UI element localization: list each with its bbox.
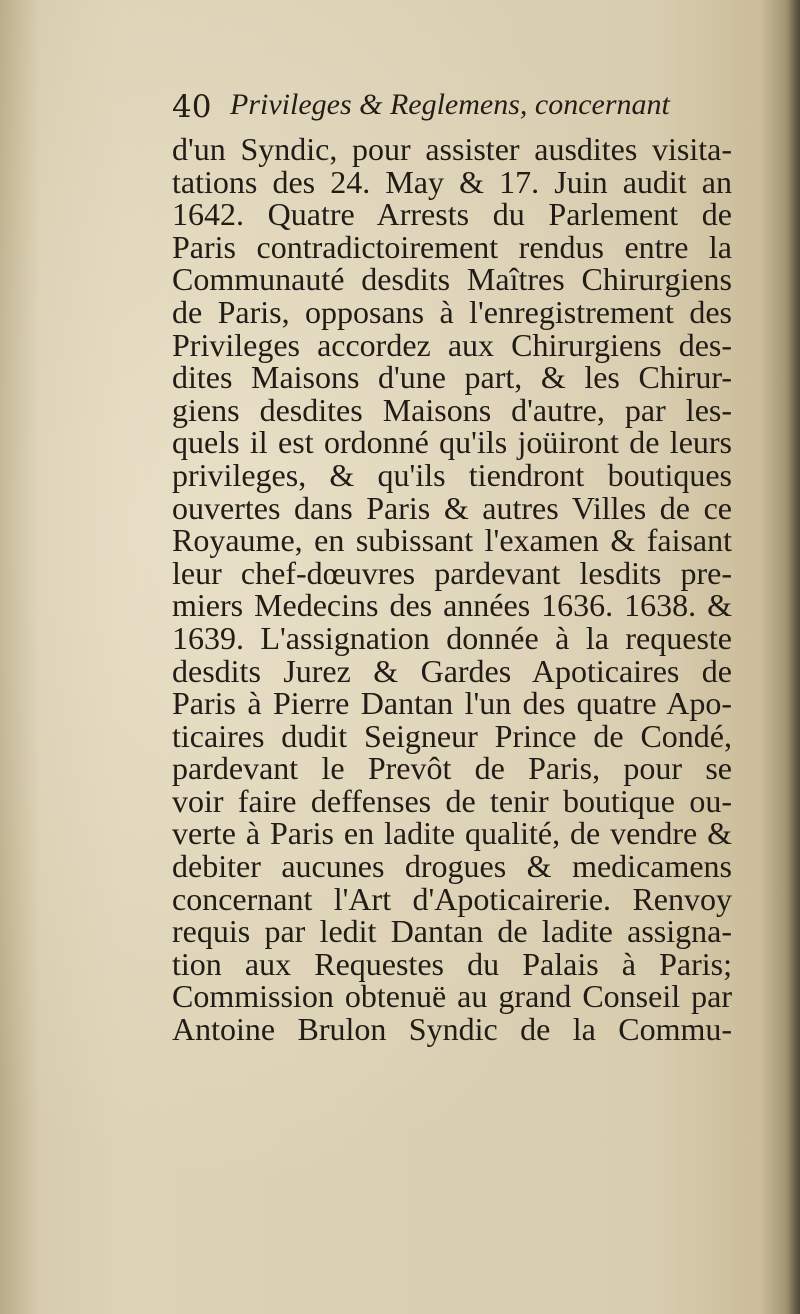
text-line: Royaume, en subissant l'examen & faisant [172,522,732,559]
text-line: quels il est ordonné qu'ils joüiront de leurs [172,424,732,461]
text-line: Antoine Brulon Syndic de la Commu- [172,1011,732,1048]
text-line: concernant l'Art d'Apoticairerie. Renvoy [172,880,732,917]
page-number: 40 [172,89,212,125]
text-line: verte à Paris en ladite qualité, de vendre & [172,815,732,852]
text-line: dites Maisons d'une part, & les Chirur- [172,359,732,396]
text-line: miers Medecins des années 1636. 1638. & [172,587,732,624]
text-line: tations des 24. May & 17. Juin audit an [172,163,732,200]
body-text [172,133,732,1046]
text-line: desdits Jurez & Gardes Apoticaires de [172,652,732,689]
text-line: Communauté desdits Maîtres Chirurgiens [172,261,732,298]
text-line: voir faire deffenses de tenir boutique ou- [172,782,732,819]
text-line: tion aux Requestes du Palais à Paris; [172,945,732,982]
text-line: Paris à Pierre Dantan l'un des quatre Apo- [172,685,732,722]
text-line: 1639. L'assignation donnée à la requeste [172,619,732,656]
text-line: ticaires dudit Seigneur Prince de Condé, [172,717,732,754]
text-line: ouvertes dans Paris & autres Villes de ce [172,489,732,526]
running-title: Privileges & Reglemens, concernant [230,88,670,121]
text-line: Privileges accordez aux Chirurgiens des- [172,326,732,363]
page-edge-shadow [786,0,800,1314]
page-header [172,88,712,132]
text-line: privileges, & qu'ils tiendront boutiques [172,456,732,493]
text-line: de Paris, opposans à l'enregistrement des [172,293,732,330]
text-line: pardevant le Prevôt de Paris, pour se [172,750,732,787]
text-line: leur chef-dœuvres pardevant lesdits pre- [172,554,732,591]
text-line: d'un Syndic, pour assister ausdites visita- [172,131,732,167]
text-line: 1642. Quatre Arrests du Parlement de [172,196,732,233]
text-line: giens desdites Maisons d'autre, par les- [172,391,732,428]
text-line: Paris contradictoirement rendus entre la [172,228,732,265]
text-line: debiter aucunes drogues & medicamens [172,848,732,885]
text-line: requis par ledit Dantan de ladite assigna- [172,913,732,950]
text-line: Commission obtenuë au grand Conseil par [172,978,732,1015]
